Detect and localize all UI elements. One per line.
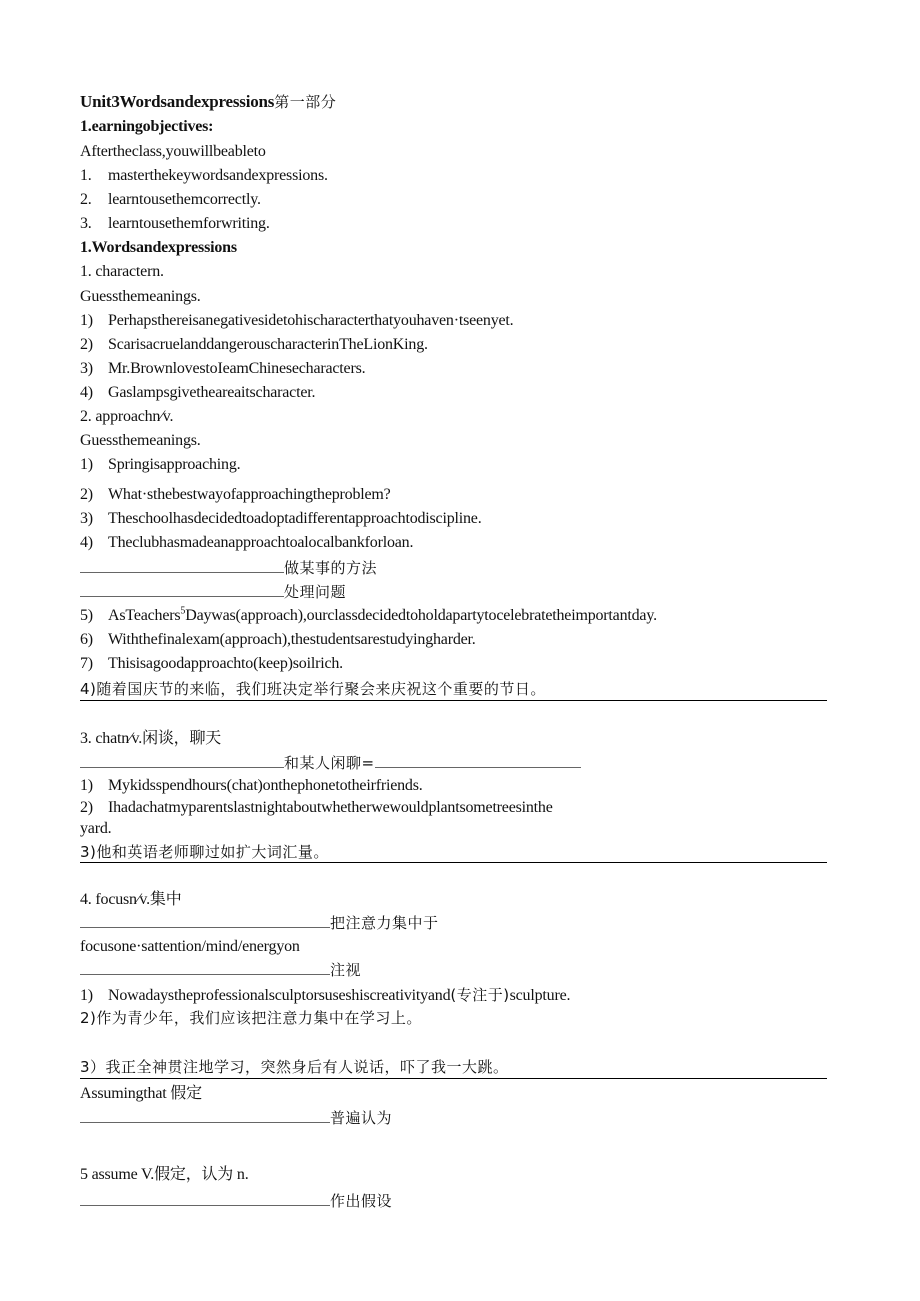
title-english: Unit3Wordsandexpressions — [80, 92, 275, 111]
answer-blank[interactable] — [80, 1191, 330, 1206]
word-title-assume: 5 assume V.假定，认为 n. — [80, 1166, 249, 1183]
answer-blank[interactable] — [80, 1108, 330, 1123]
exercise-sentence: 1) Nowadaystheprofessionalsculptorsuseshiscreativityand(专注于)sculpture. — [80, 986, 571, 1004]
example-sentence: 2) What·sthebestwayofapproachingtheproblem? — [80, 486, 391, 503]
word-title-chat: 3. chatn∕v.闲谈，聊天 — [80, 730, 222, 747]
answer-blank[interactable] — [80, 558, 284, 573]
answer-blank[interactable] — [375, 753, 581, 768]
phrase-line: focusone·sattention/mind/energyon — [80, 938, 300, 955]
example-sentence: 4) Gaslampsgivetheareaitscharacter. — [80, 384, 316, 401]
answer-line — [80, 1078, 827, 1079]
example-sentence: 3) Theschoolhasdecidedtoadoptadifferentapproachtodiscipline. — [80, 510, 482, 527]
guess-prompt: Guessthemeanings. — [80, 432, 201, 449]
words-heading: 1.Wordsandexpressions — [80, 239, 237, 256]
exercise-sentence: 2) Ihadachatmyparentslastnightaboutwhetherwewouldplantsometreesinthe — [80, 799, 553, 816]
answer-blank[interactable] — [80, 960, 330, 975]
fill-blank-line: 普遍认为 — [80, 1108, 392, 1129]
word-title-approach: 2. approachn∕v. — [80, 408, 174, 425]
translation-task: 2)作为青少年，我们应该把注意力集中在学习上。 — [80, 1009, 422, 1027]
example-sentence: 3) Mr.BrownlovestoIeamChinesecharacters. — [80, 360, 366, 377]
answer-blank[interactable] — [80, 582, 284, 597]
example-sentence: 1) Perhapsthereisanegativesidetohischaracterthatyouhaven·tseenyet. — [80, 312, 514, 329]
page-title — [80, 92, 336, 113]
example-sentence: 4) Theclubhasmadeanapproachtoalocalbankforloan. — [80, 534, 414, 551]
fill-blank-line: 做某事的方法 — [80, 558, 377, 579]
objective-item: 2. learntousethemcorrectly. — [80, 191, 261, 208]
word-title-focus: 4. focusn∕v.集中 — [80, 891, 182, 908]
answer-blank[interactable] — [80, 753, 284, 768]
translation-task: 4)随着国庆节的来临，我们班决定举行聚会来庆祝这个重要的节日。 — [80, 680, 546, 698]
objective-item: 3. learntousethemforwriting. — [80, 215, 270, 232]
title-chinese: 第一部分 — [274, 93, 337, 111]
fill-blank-line: 注视 — [80, 960, 361, 981]
example-sentence: 2) ScarisacruelanddangerouscharacterinTheLionKing. — [80, 336, 428, 353]
exercise-sentence: 5) AsTeachers$^5$Daywas(approach),ourclassdecidedtoholdapartytocelebratetheimportantday. — [80, 605, 657, 624]
fill-blank-line: 和某人闲聊= — [80, 753, 581, 774]
exercise-sentence: 1) Mykidsspendhours(chat)onthephonetotheirfriends. — [80, 777, 423, 794]
exercise-sentence: 7) Thisisagoodapproachto(keep)soilrich. — [80, 655, 343, 672]
example-sentence: 1) Springisapproaching. — [80, 456, 241, 473]
fill-blank-line: 处理问题 — [80, 582, 346, 603]
objective-item: 1. masterthekeywordsandexpressions. — [80, 167, 328, 184]
answer-line — [80, 862, 827, 863]
objectives-heading: 1.earningobjectives: — [80, 118, 214, 135]
exercise-sentence: 6) Withthefinalexam(approach),thestudentsarestudyingharder. — [80, 631, 476, 648]
fill-blank-line: 作出假设 — [80, 1191, 392, 1212]
answer-blank[interactable] — [80, 913, 330, 928]
phrase-assuming: Assumingthat 假定 — [80, 1085, 202, 1102]
exercise-sentence-continued: yard. — [80, 820, 112, 837]
translation-task: 3)他和英语老师聊过如扩大词汇量。 — [80, 843, 329, 861]
fill-blank-line: 把注意力集中于 — [80, 913, 439, 934]
objectives-intro: Aftertheclass,youwillbeableto — [80, 143, 266, 160]
answer-line — [80, 700, 827, 701]
guess-prompt: Guessthemeanings. — [80, 288, 201, 305]
translation-task: 3）我正全神贯注地学习，突然身后有人说话，吓了我一大跳。 — [80, 1058, 509, 1076]
word-title-character: 1. charactern. — [80, 263, 164, 280]
